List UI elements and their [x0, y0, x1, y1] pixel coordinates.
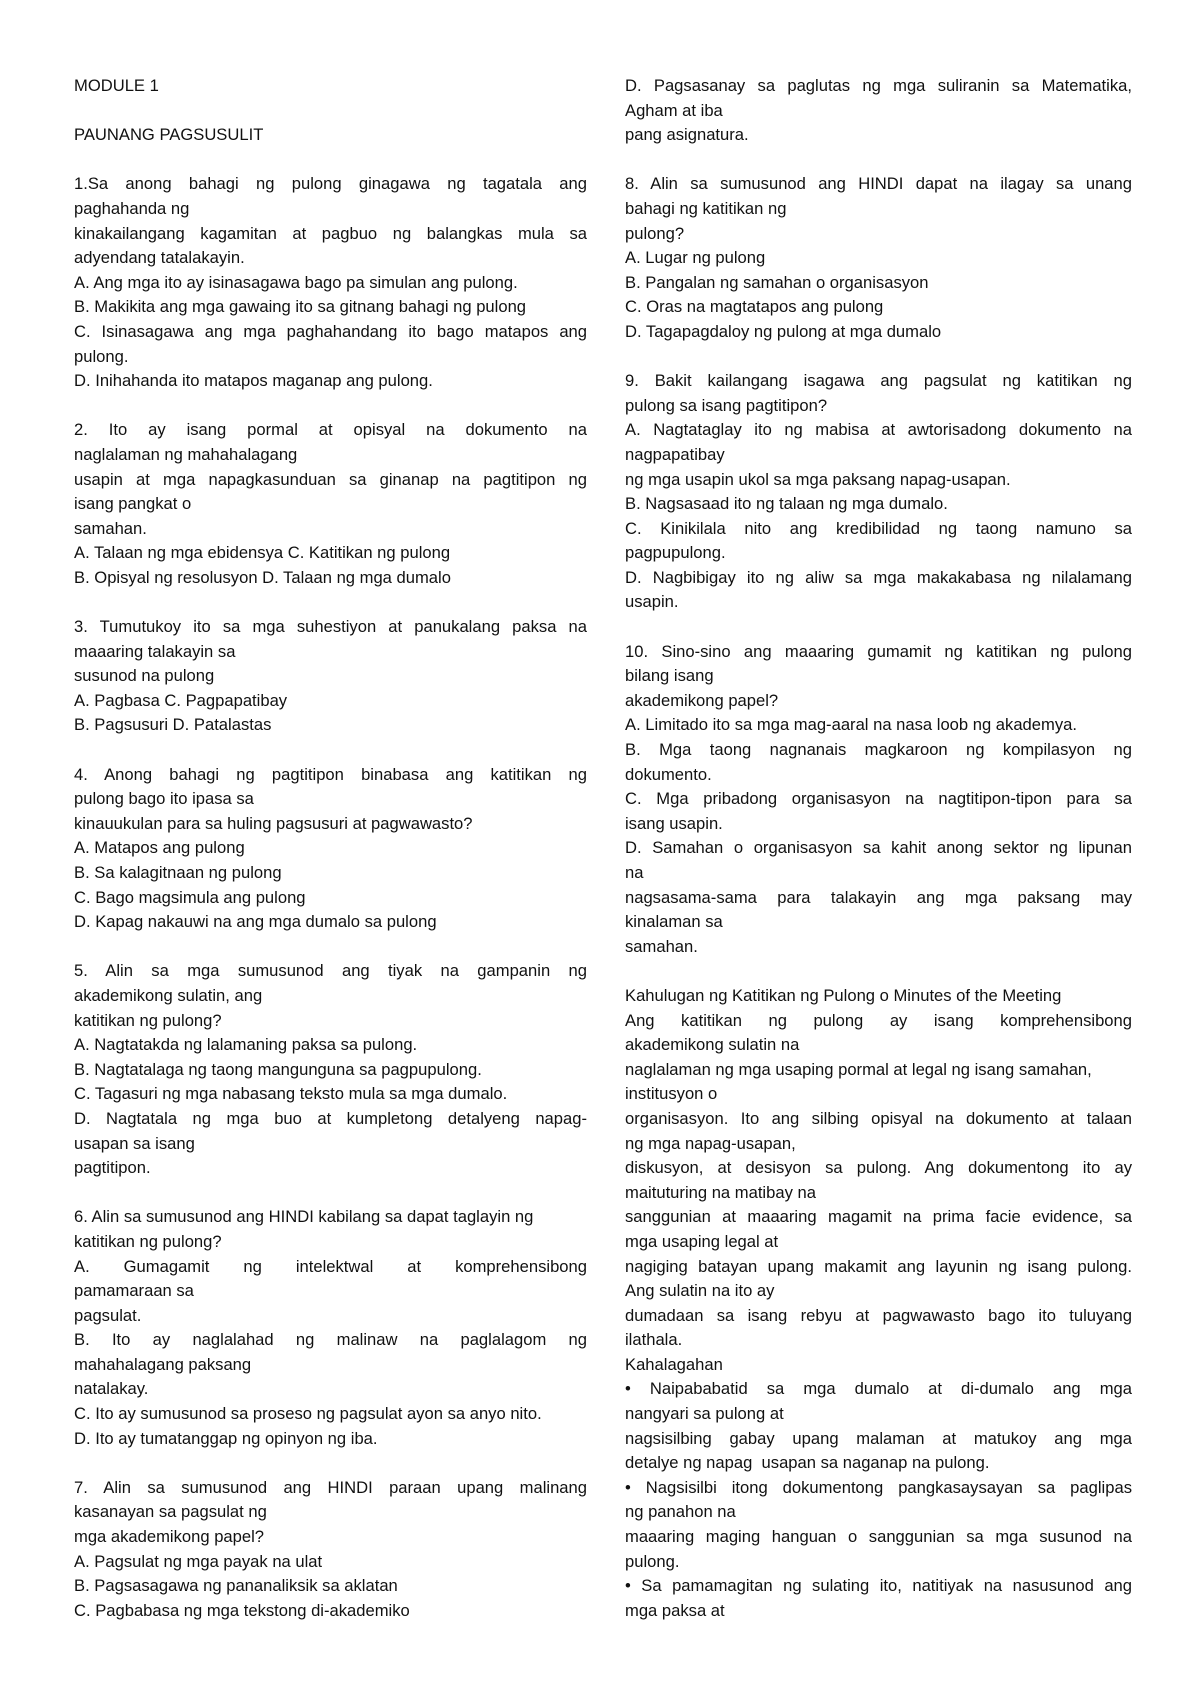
- text-line: 1.Sa anong bahagi ng pulong ginagawa ng tagatala ang: [74, 174, 587, 194]
- text-line: usapin.: [625, 592, 679, 612]
- text-line: MODULE 1: [74, 76, 159, 95]
- text-line: dokumento.: [625, 764, 712, 784]
- blank-line: [625, 615, 1132, 640]
- blank-line: [74, 394, 587, 419]
- text-line: mga akademikong papel?: [74, 1527, 265, 1547]
- text-line: susunod na pulong: [74, 666, 215, 686]
- text-line: pulong sa isang pagtitipon?: [625, 395, 828, 415]
- text-line: naglalaman ng mahahalagang: [74, 444, 298, 464]
- text-line: Kahulugan ng Katitikan ng Pulong o Minutes of the Meeting: [625, 985, 1062, 1005]
- text-line: natalakay.: [74, 1379, 149, 1399]
- text-line: A. Nagtatakda ng lalamaning paksa sa pulong.: [74, 1035, 418, 1055]
- text-line: B. Pangalan ng samahan o organisasyon: [625, 272, 929, 292]
- text-line: pagtitipon.: [74, 1158, 151, 1178]
- text-line: usapin at mga napagkasunduan sa ginanap na pagtitipon ng: [74, 469, 587, 489]
- text-line: 4. Anong bahagi ng pagtitipon binabasa ang katitikan ng: [74, 764, 587, 784]
- text-line: C. Oras na magtatapos ang pulong: [625, 297, 884, 317]
- text-line: A. Pagbasa C. Pagpapatibay: [74, 690, 288, 710]
- text-line: pulong.: [625, 1551, 680, 1571]
- text-line: D. Inihahanda ito matapos maganap ang pulong.: [74, 371, 433, 391]
- text-line: PAUNANG PAGSUSULIT: [74, 125, 264, 145]
- text-line: maaaring talakayin sa: [74, 641, 236, 661]
- text-line: kinauukulan para sa huling pagsusuri at pagwawasto?: [74, 813, 473, 833]
- blank-line: [74, 99, 587, 124]
- blank-line: [74, 590, 587, 615]
- text-line: maaaring maging hanguan o sanggunian sa mga susunod na: [625, 1527, 1132, 1547]
- text-line: kinalaman sa: [625, 912, 723, 932]
- text-line: Kahalagahan: [625, 1354, 723, 1374]
- text-line: • Sa pamamagitan ng sulating ito, natitiyak na nasusunod ang: [625, 1576, 1132, 1596]
- text-line: D. Kapag nakauwi na ang mga dumalo sa pulong: [74, 912, 437, 932]
- text-line: pagpupulong.: [625, 543, 726, 563]
- text-line: A. Limitado ito sa mga mag-aaral na nasa loob ng akademya.: [625, 715, 1077, 735]
- text-line: 3. Tumutukoy ito sa mga suhestiyon at panukalang paksa na: [74, 617, 587, 637]
- text-line: mahahalagang paksang: [74, 1354, 252, 1374]
- blank-line: [625, 148, 1132, 173]
- text-line: A. Gumagamit ng intelektwal at komprehensibong: [74, 1256, 587, 1276]
- text-line: 2. Ito ay isang pormal at opisyal na dokumento na: [74, 420, 587, 440]
- text-line: samahan.: [625, 936, 698, 956]
- text-line: mga usaping legal at: [625, 1231, 779, 1251]
- text-line: pulong.: [74, 346, 129, 366]
- text-line: A. Lugar ng pulong: [625, 248, 766, 268]
- text-line: bilang isang: [625, 666, 714, 686]
- text-line: C. Mga pribadong organisasyon na nagtitipon-tipon para sa: [625, 789, 1132, 809]
- text-line: D. Ito ay tumatanggap ng opinyon ng iba.: [74, 1428, 378, 1448]
- text-line: 10. Sino-sino ang maaaring gumamit ng katitikan ng pulong: [625, 641, 1132, 661]
- blank-line: [74, 935, 587, 960]
- text-line: akademikong sulatin na: [625, 1035, 800, 1055]
- text-line: pamamaraan sa: [74, 1281, 194, 1301]
- text-line: akademikong sulatin, ang: [74, 985, 263, 1005]
- text-line: nagsasama-sama para talakayin ang mga paksang may: [625, 887, 1132, 907]
- left-column: [74, 74, 587, 1623]
- text-line: na: [625, 863, 644, 882]
- text-line: detalye ng napag usapan sa naganap na pulong.: [625, 1453, 990, 1473]
- text-line: B. Pagsasagawa ng pananaliksik sa aklatan: [74, 1576, 398, 1596]
- text-line: nagpapatibay: [625, 444, 725, 464]
- text-line: C. Isinasagawa ang mga paghahandang ito bago matapos ang: [74, 321, 587, 341]
- text-line: • Naipababatid sa mga dumalo at di-dumalo ang mga: [625, 1379, 1132, 1399]
- text-line: ng panahon na: [625, 1502, 736, 1522]
- text-line: C. Bago magsimula ang pulong: [74, 887, 306, 907]
- blank-line: [74, 1181, 587, 1206]
- text-line: diskusyon, at desisyon sa pulong. Ang dokumentong ito ay: [625, 1158, 1132, 1178]
- text-line: B. Pagsusuri D. Patalastas: [74, 715, 272, 735]
- text-line: A. Talaan ng mga ebidensya C. Katitikan ng pulong: [74, 543, 451, 563]
- text-line: D. Tagapagdaloy ng pulong at mga dumalo: [625, 321, 942, 341]
- text-line: B. Opisyal ng resolusyon D. Talaan ng mga dumalo: [74, 567, 451, 587]
- text-line: isang pangkat o: [74, 494, 192, 514]
- text-line: nagiging batayan upang makamit ang layunin ng isang pulong.: [625, 1256, 1132, 1276]
- text-line: Ang katitikan ng pulong ay isang komprehensibong: [625, 1010, 1132, 1030]
- text-line: B. Makikita ang mga gawaing ito sa gitnang bahagi ng pulong: [74, 297, 527, 317]
- text-line: 6. Alin sa sumusunod ang HINDI kabilang sa dapat taglayin ng: [74, 1207, 534, 1227]
- text-line: C. Tagasuri ng mga nabasang teksto mula sa mga dumalo.: [74, 1084, 508, 1104]
- text-line: C. Ito ay sumusunod sa proseso ng pagsulat ayon sa anyo nito.: [74, 1404, 542, 1424]
- text-line: • Nagsisilbi itong dokumentong pangkasaysayan sa paglipas: [625, 1477, 1132, 1497]
- text-line: D. Pagsasanay sa paglutas ng mga suliranin sa Matematika,: [625, 76, 1132, 95]
- text-line: ng mga napag-usapan,: [625, 1133, 796, 1153]
- text-line: B. Sa kalagitnaan ng pulong: [74, 863, 282, 882]
- text-line: D. Samahan o organisasyon sa kahit anong sektor ng lipunan: [625, 838, 1132, 858]
- text-line: nangyari sa pulong at: [625, 1404, 784, 1424]
- text-line: nagsisilbing gabay upang malaman at matukoy ang mga: [625, 1428, 1132, 1448]
- text-line: ilathala.: [625, 1330, 683, 1350]
- blank-line: [74, 738, 587, 763]
- text-line: pulong bago ito ipasa sa: [74, 789, 254, 809]
- text-line: isang usapin.: [625, 813, 723, 833]
- text-line: Ang sulatin na ito ay: [625, 1281, 775, 1301]
- text-line: katitikan ng pulong?: [74, 1231, 222, 1251]
- text-line: kasanayan sa pagsulat ng: [74, 1502, 267, 1522]
- text-line: organisasyon. Ito ang silbing opisyal na dokumento at talaan: [625, 1108, 1132, 1128]
- text-line: A. Pagsulat ng mga payak na ulat: [74, 1551, 323, 1571]
- text-line: 7. Alin sa sumusunod ang HINDI paraan upang malinang: [74, 1477, 587, 1497]
- text-line: B. Mga taong nagnanais magkaroon ng kompilasyon ng: [625, 740, 1132, 760]
- text-line: 9. Bakit kailangang isagawa ang pagsulat ng katitikan ng: [625, 371, 1132, 391]
- blank-line: [625, 959, 1132, 984]
- right-column: [625, 74, 1132, 1623]
- text-line: 8. Alin sa sumusunod ang HINDI dapat na ilagay sa unang: [625, 174, 1132, 194]
- text-line: samahan.: [74, 518, 147, 538]
- text-line: ng mga usapin ukol sa mga paksang napag-usapan.: [625, 469, 1011, 489]
- text-line: Agham at iba: [625, 100, 723, 120]
- text-line: C. Kinikilala nito ang kredibilidad ng taong namuno sa: [625, 518, 1132, 538]
- text-line: kinakailangang kagamitan at pagbuo ng balangkas mula sa: [74, 223, 587, 243]
- text-line: dumadaan sa isang rebyu at pagwawasto bago ito tuluyang: [625, 1305, 1132, 1325]
- text-line: sanggunian at maaaring magamit na prima facie evidence, sa: [625, 1207, 1132, 1227]
- text-line: bahagi ng katitikan ng: [625, 198, 787, 218]
- text-line: A. Ang mga ito ay isinasagawa bago pa simulan ang pulong.: [74, 272, 518, 292]
- text-line: B. Nagtatalaga ng taong mangunguna sa pagpupulong.: [74, 1059, 482, 1079]
- text-line: A. Nagtataglay ito ng mabisa at awtorisadong dokumento na: [625, 420, 1132, 440]
- text-line: pulong?: [625, 223, 685, 243]
- text-line: naglalaman ng mga usaping pormal at legal ng isang samahan,: [625, 1059, 1092, 1079]
- text-line: A. Matapos ang pulong: [74, 838, 245, 858]
- text-line: institusyon o: [625, 1084, 718, 1104]
- text-line: 5. Alin sa mga sumusunod ang tiyak na gampanin ng: [74, 961, 587, 981]
- text-line: D. Nagtatala ng mga buo at kumpletong detalyeng napag-: [74, 1108, 587, 1128]
- text-line: C. Pagbabasa ng mga tekstong di-akademiko: [74, 1600, 410, 1620]
- text-line: mga paksa at: [625, 1600, 725, 1620]
- text-line: usapan sa isang: [74, 1133, 195, 1153]
- text-line: pang asignatura.: [625, 125, 749, 145]
- text-line: D. Nagbibigay ito ng aliw sa mga makakabasa ng nilalamang: [625, 567, 1132, 587]
- text-line: pagsulat.: [74, 1305, 142, 1325]
- text-line: katitikan ng pulong?: [74, 1010, 222, 1030]
- text-line: B. Ito ay naglalahad ng malinaw na paglalagom ng: [74, 1330, 587, 1350]
- blank-line: [625, 345, 1132, 370]
- blank-line: [74, 148, 587, 173]
- text-line: akademikong papel?: [625, 690, 779, 710]
- blank-line: [74, 1451, 587, 1476]
- text-line: maituturing na matibay na: [625, 1182, 816, 1202]
- text-line: adyendang tatalakayin.: [74, 248, 245, 268]
- text-line: paghahanda ng: [74, 198, 190, 218]
- text-line: B. Nagsasaad ito ng talaan ng mga dumalo.: [625, 494, 948, 514]
